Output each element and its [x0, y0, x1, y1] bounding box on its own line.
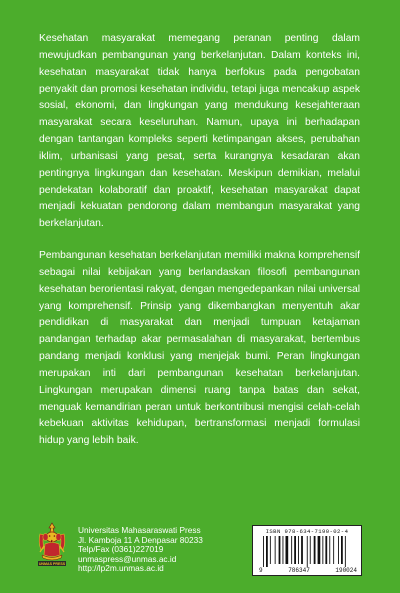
- barcode-bars-icon: [263, 536, 353, 567]
- synopsis-paragraph-1: Kesehatan masyarakat memegang peranan penting dalam mewujudkan pembangunan yang berkelanjutan. Dalam konteks ini, kesehatan masyarakat tidak hanya berfokus pada pengobatan penyakit dan promosi kesehatan individu, tetapi juga mencakup aspek sosial, ekonomi, dan lingkungan yang mendukung kesejahteraan masyarakat secara keseluruhan. Namun, upaya ini berhadapan dengan tantangan kompleks seperti ketimpangan akses, perubahan iklim, urbanisasi yang pesat, serta kurangnya kesadaran akan pentingnya lingkungan dan kesehatan. Meskipun demikian, melalui pendekatan kolaboratif dan proaktif, kesehatan masyarakat dapat menjadi kekuatan pendorong dalam membangun masyarakat yang berkelanjutan.: [39, 33, 360, 230]
- publisher-website: http://lp2m.unmas.ac.id: [78, 563, 164, 574]
- barcode-digit-prefix: 9: [259, 567, 263, 574]
- isbn-label: ISBN 978-634-7190-02-4: [265, 528, 349, 535]
- isbn-barcode: [252, 525, 362, 576]
- publisher-info: [78, 526, 203, 574]
- barcode-digits: [259, 567, 357, 574]
- publisher-logo-text: UNMAS PRESS: [38, 561, 66, 566]
- publisher-phone: Telp/Fax (0361)227019: [78, 544, 164, 555]
- publisher-logo-icon: [37, 522, 67, 566]
- barcode-digit-group-2: 190024: [335, 567, 357, 574]
- publisher-address: Jl. Kamboja 11 A Denpasar 80233: [78, 534, 203, 545]
- publisher-name: Universitas Mahasaraswati Press: [78, 525, 201, 535]
- synopsis-paragraph-2: Pembangunan kesehatan berkelanjutan memiliki makna komprehensif sebagai nilai kebijakan yang berlandaskan filosofi pembangunan kesehatan berorientasi rakyat, dengan mengedepankan nilai universal yang komprehensif. Prinsip yang dikembangkan menyentuh akar pendidikan di masyarakat dan menjadi tumpuan ketajaman pandangan terhadap akar permasalahan di masyarakat, bertembus pandang menjadi konklusi yang menjejak bumi. Peran lingkungan merupakan inti dari pembangunan kesehatan berkelanjutan. Lingkungan merupakan dimensi ruang tanpa batas dan sekat, menguak kemandirian peran untuk berkontribusi mengisi celah-celah kebekuan aktivitas kehidupan, bertransformasi menjadi formulasi hidup yang lebih baik.: [39, 250, 360, 447]
- publisher-email: unmaspress@unmas.ac.id: [78, 553, 177, 564]
- barcode-digit-group-1: 786347: [288, 567, 310, 574]
